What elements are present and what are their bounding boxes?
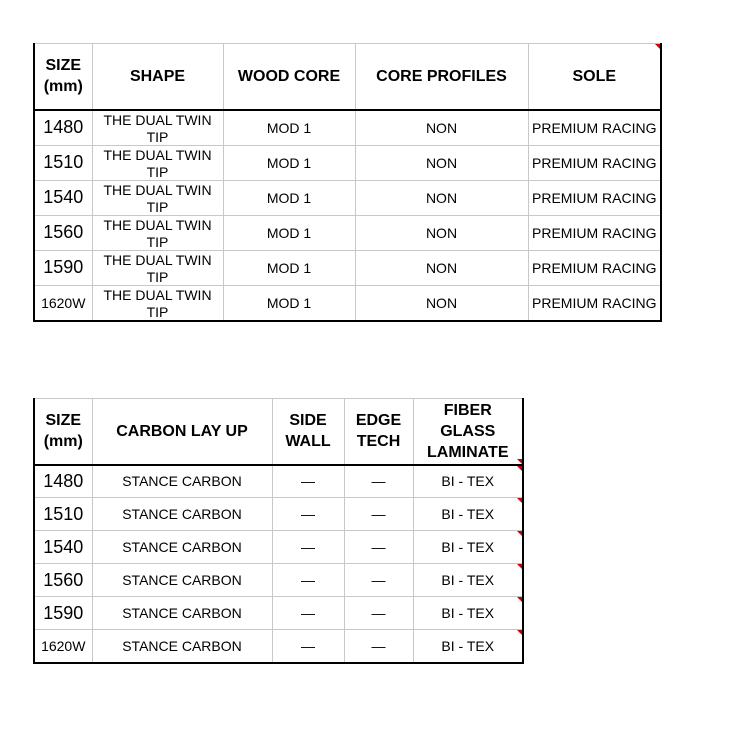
cell-size: 1540 (34, 180, 92, 215)
comment-marker-icon[interactable] (655, 44, 660, 49)
cell-core-profiles: NON (355, 250, 528, 285)
cell-fiber-glass (413, 564, 523, 597)
cell-core-profiles: NON (355, 145, 528, 180)
table-row (34, 215, 661, 250)
cell-side-wall: — (272, 465, 344, 498)
header-size-label: SIZE (45, 57, 82, 75)
header-side-wall-line-1: SIDE (289, 412, 327, 430)
table-row (34, 465, 523, 498)
cell-side-wall: — (272, 630, 344, 663)
cell-shape (92, 215, 223, 250)
cell-carbon-lay-up: STANCE CARBON (92, 597, 272, 630)
cell-carbon-lay-up: STANCE CARBON (92, 564, 272, 597)
comment-marker-icon[interactable] (517, 498, 522, 503)
cell-sole: PREMIUM RACING (528, 145, 661, 180)
header-size (34, 44, 92, 110)
table-row (34, 180, 661, 215)
cell-edge-tech: — (344, 465, 413, 498)
cell-size: 1620W (34, 285, 92, 321)
cell-fiber-glass-text: BI - TEX (441, 539, 495, 555)
cell-fiber-glass-text: BI - TEX (441, 605, 495, 621)
table-row (34, 498, 523, 531)
spec-table-2 (33, 398, 524, 664)
cell-size: 1480 (34, 465, 92, 498)
cell-carbon-lay-up: STANCE CARBON (92, 498, 272, 531)
comment-marker-icon[interactable] (517, 597, 522, 602)
cell-sole: PREMIUM RACING (528, 250, 661, 285)
cell-fiber-glass (413, 465, 523, 498)
cell-fiber-glass-text: BI - TEX (441, 637, 495, 654)
cell-wood-core: MOD 1 (223, 180, 355, 215)
cell-shape (92, 145, 223, 180)
table-row (34, 145, 661, 180)
cell-size: 1510 (34, 145, 92, 180)
cell-edge-tech: — (344, 564, 413, 597)
cell-core-profiles: NON (355, 215, 528, 250)
cell-size: 1590 (34, 250, 92, 285)
cell-shape (92, 250, 223, 285)
header-size-label: SIZE (45, 412, 82, 430)
table-1-header-row (34, 44, 661, 110)
cell-edge-tech: — (344, 498, 413, 531)
comment-marker-icon[interactable] (517, 459, 522, 464)
cell-side-wall: — (272, 564, 344, 597)
table-row (34, 250, 661, 285)
table-row (34, 285, 661, 321)
cell-shape-text: THE DUAL TWIN TIP (103, 251, 212, 285)
comment-marker-icon[interactable] (517, 630, 522, 635)
header-sole (528, 44, 661, 110)
header-side-wall (272, 399, 344, 465)
cell-fiber-glass-text: BI - TEX (441, 506, 495, 522)
cell-wood-core: MOD 1 (223, 145, 355, 180)
header-fiber-glass-laminate (413, 399, 523, 465)
header-sole-label: SOLE (572, 67, 617, 85)
cell-sole: PREMIUM RACING (528, 110, 661, 146)
cell-wood-core: MOD 1 (223, 285, 355, 321)
cell-size: 1620W (34, 630, 92, 663)
cell-size: 1590 (34, 597, 92, 630)
cell-side-wall: — (272, 531, 344, 564)
cell-fiber-glass (413, 531, 523, 564)
comment-marker-icon[interactable] (517, 531, 522, 536)
cell-side-wall: — (272, 498, 344, 531)
cell-edge-tech: — (344, 531, 413, 564)
cell-size: 1540 (34, 531, 92, 564)
cell-sole: PREMIUM RACING (528, 285, 661, 321)
cell-wood-core: MOD 1 (223, 250, 355, 285)
cell-shape-text: THE DUAL TWIN TIP (103, 146, 212, 180)
header-edge-tech-line-2: TECH (356, 433, 401, 451)
header-side-wall-line-2: WALL (285, 433, 331, 451)
header-size-unit: (mm) (43, 433, 83, 451)
cell-shape (92, 285, 223, 321)
cell-core-profiles: NON (355, 110, 528, 146)
cell-shape-text: THE DUAL TWIN TIP (103, 181, 212, 215)
header-fiber-line-1: FIBER (443, 401, 492, 419)
comment-marker-icon[interactable] (517, 564, 522, 569)
cell-carbon-lay-up: STANCE CARBON (92, 465, 272, 498)
cell-carbon-lay-up: STANCE CARBON (92, 531, 272, 564)
cell-shape (92, 110, 223, 146)
header-size-unit: (mm) (43, 78, 83, 96)
header-shape: SHAPE (92, 44, 223, 110)
table-row (34, 630, 523, 663)
cell-wood-core: MOD 1 (223, 215, 355, 250)
cell-carbon-lay-up: STANCE CARBON (92, 630, 272, 663)
header-core-profiles: CORE PROFILES (355, 44, 528, 110)
table-row (34, 564, 523, 597)
header-size (34, 399, 92, 465)
cell-fiber-glass (413, 630, 523, 663)
header-fiber-line-2: GLASS (440, 422, 496, 440)
header-wood-core: WOOD CORE (223, 44, 355, 110)
cell-size: 1560 (34, 564, 92, 597)
cell-core-profiles: NON (355, 285, 528, 321)
cell-core-profiles: NON (355, 180, 528, 215)
cell-size: 1480 (34, 110, 92, 146)
header-edge-tech-line-1: EDGE (355, 412, 402, 430)
cell-fiber-glass (413, 597, 523, 630)
cell-fiber-glass-text: BI - TEX (441, 572, 495, 588)
header-fiber-line-3: LAMINATE (427, 443, 509, 461)
table-2-header-row (34, 399, 523, 465)
table-row (34, 597, 523, 630)
cell-fiber-glass (413, 498, 523, 531)
spec-table-1 (33, 43, 662, 322)
cell-shape (92, 180, 223, 215)
cell-sole: PREMIUM RACING (528, 180, 661, 215)
cell-wood-core: MOD 1 (223, 110, 355, 146)
cell-fiber-glass-text: BI - TEX (441, 473, 495, 490)
cell-side-wall: — (272, 597, 344, 630)
cell-size: 1560 (34, 215, 92, 250)
header-edge-tech (344, 399, 413, 465)
header-carbon-lay-up: CARBON LAY UP (92, 399, 272, 465)
cell-size: 1510 (34, 498, 92, 531)
comment-marker-icon[interactable] (517, 466, 522, 471)
cell-shape-text: THE DUAL TWIN TIP (103, 216, 212, 250)
table-row (34, 110, 661, 146)
table-row (34, 531, 523, 564)
cell-sole: PREMIUM RACING (528, 215, 661, 250)
cell-shape-text: THE DUAL TWIN TIP (103, 111, 212, 145)
cell-shape-text: THE DUAL TWIN TIP (103, 286, 212, 320)
cell-edge-tech: — (344, 630, 413, 663)
cell-edge-tech: — (344, 597, 413, 630)
